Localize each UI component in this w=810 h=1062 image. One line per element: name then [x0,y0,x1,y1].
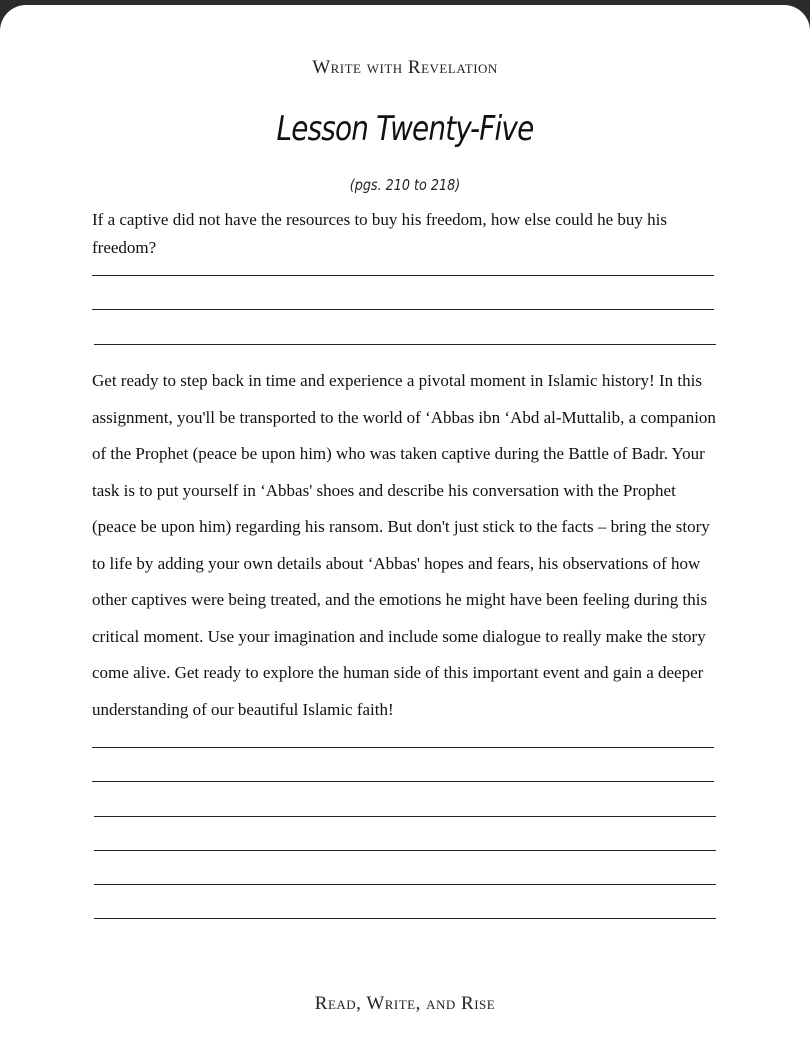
answer-line[interactable] [92,275,714,276]
answer-line[interactable] [94,816,716,817]
answer-line[interactable] [92,309,714,310]
answer-line[interactable] [94,344,716,345]
answer-line[interactable] [92,781,714,782]
page-range: (pgs. 210 to 218) [349,176,461,194]
question-text: If a captive did not have the resources to buy his freedom, how else could he buy his freedom? [92,210,668,257]
series-header: Write with Revelation [312,57,498,78]
lesson-title: Lesson Twenty-Five [276,109,534,149]
assignment-text: Get ready to step back in time and experience a pivotal moment in Islamic history! In this assignment, you'll be transported to the world of ‘Abbas ibn ‘Abd al-Muttalib, a companion of the Prophet (peace be upon him) who was taken captive during the Battle of Badr. Your task is to put yourself in ‘Abbas' shoes and describe his conversation with the Prophet (peace be upon him) regarding his ransom. But don't just stick to the facts – bring the story to life by adding your own details about ‘Abbas' hopes and fears, his observations of how other captives were being treated, and the emotions he might have been feeling during this critical moment. Use your imagination and include some dialogue to really make the story come alive. Get ready to explore the human side of this important event and gain a deeper understanding of our beautiful Islamic faith! [92,371,716,719]
answer-line[interactable] [94,918,716,919]
answer-line[interactable] [94,884,716,885]
answer-line[interactable] [92,747,714,748]
answer-line[interactable] [94,850,716,851]
worksheet-page [0,5,810,1062]
footer-tagline: Read, Write, and Rise [314,993,496,1014]
